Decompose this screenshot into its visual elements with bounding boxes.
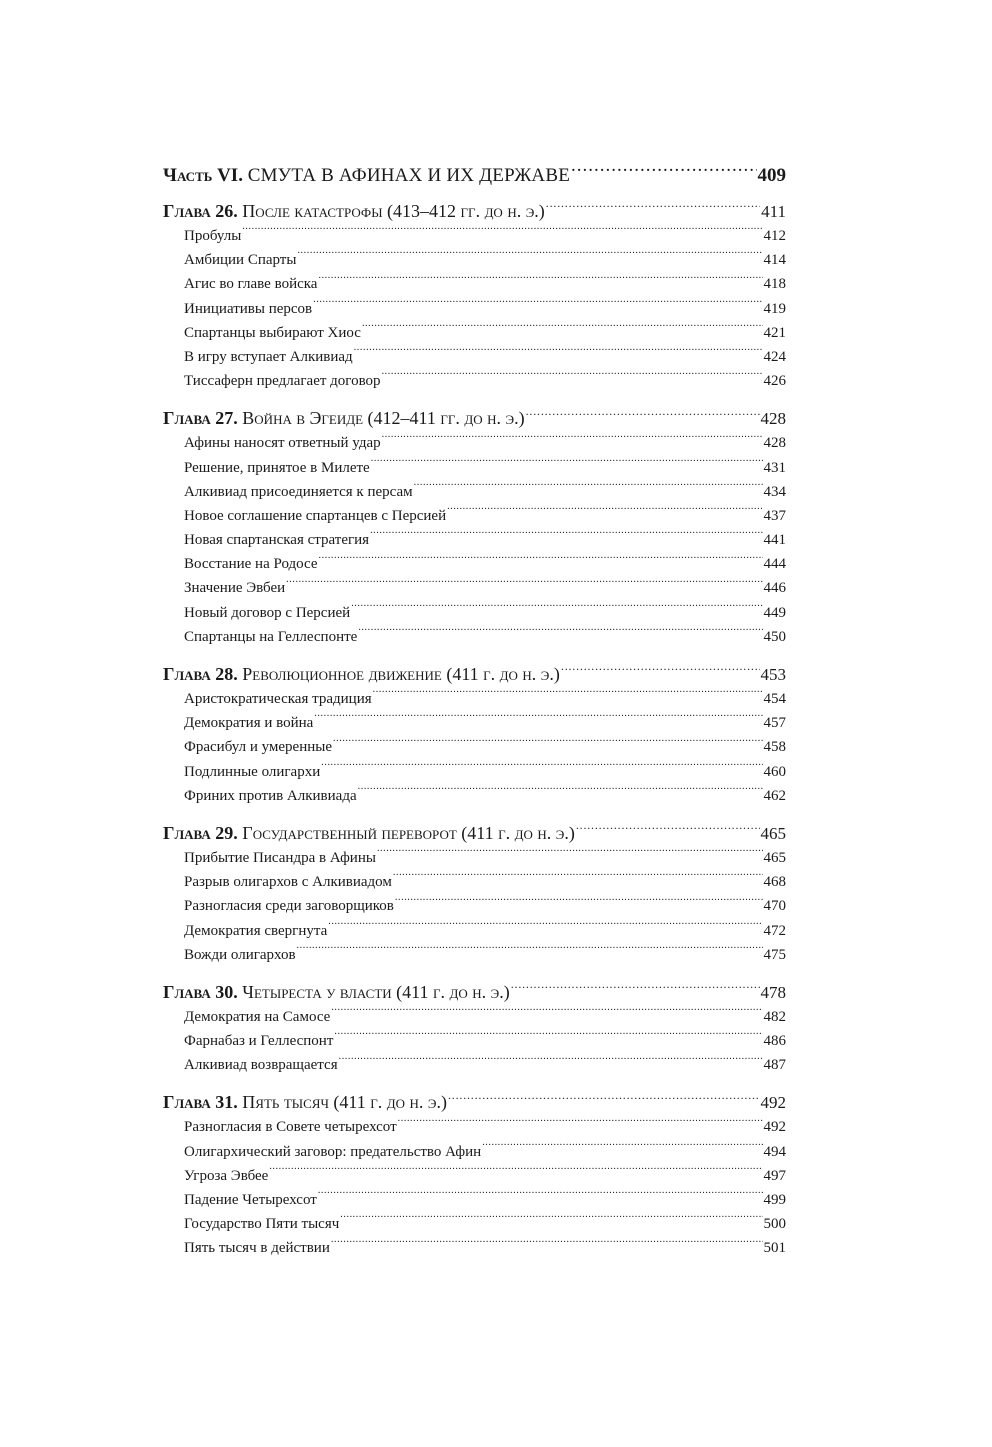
section-title: Демократия и война <box>184 715 314 732</box>
page-number: 441 <box>763 532 786 549</box>
page-number: 462 <box>763 787 786 804</box>
page-number: 486 <box>763 1033 786 1050</box>
part-name: СМУТА В АФИНАХ И ИХ ДЕРЖАВЕ <box>247 165 571 186</box>
dot-leader <box>447 505 762 520</box>
page-number: 412 <box>763 228 786 244</box>
dot-leader <box>314 712 762 727</box>
chapter-title <box>163 661 560 687</box>
dot-leader <box>382 432 763 447</box>
page-number: 497 <box>763 1167 786 1184</box>
part-title <box>163 162 570 190</box>
section-title: Пробулы <box>184 228 242 244</box>
dot-leader <box>334 1030 762 1045</box>
section-title: Новое соглашение спартанцев с Персией <box>184 507 447 524</box>
dot-leader <box>448 1090 760 1108</box>
dot-leader <box>321 761 762 776</box>
chapter-label: Глава 29. <box>163 822 238 843</box>
page-number: 437 <box>763 507 786 524</box>
page-number: 465 <box>763 849 786 866</box>
dot-leader <box>297 249 762 264</box>
chapter-heading[interactable] <box>163 1089 786 1115</box>
dot-leader <box>482 1141 762 1156</box>
chapter-name: После катастрофы (413–412 гг. до н. э.) <box>242 201 545 221</box>
section-entry[interactable] <box>163 601 786 625</box>
section-entry[interactable] <box>163 943 786 967</box>
section-title: Алкивиад присоединяется к персам <box>184 483 413 500</box>
dot-leader <box>318 273 762 288</box>
page-number: 500 <box>763 1216 786 1233</box>
section-entry[interactable] <box>163 711 786 735</box>
section-entry[interactable] <box>163 1212 786 1236</box>
chapter-title <box>163 1089 447 1115</box>
section-entry[interactable] <box>163 248 786 272</box>
section-entry[interactable] <box>163 1115 786 1139</box>
dot-leader <box>242 225 762 240</box>
page-number: 475 <box>763 946 786 963</box>
chapter-block <box>163 198 786 393</box>
section-entry[interactable] <box>163 870 786 894</box>
section-title: Решение, принятое в Милете <box>184 459 370 476</box>
section-title: Спартанцы на Геллеспонте <box>184 628 358 645</box>
dot-leader <box>286 577 762 592</box>
dot-leader <box>340 1213 762 1228</box>
section-title: Разрыв олигархов с Алкивиадом <box>184 874 392 891</box>
page-number: 487 <box>763 1057 786 1074</box>
page-number: 421 <box>763 324 786 341</box>
section-title: Разногласия среди заговорщиков <box>184 898 394 915</box>
dot-leader <box>331 1237 763 1252</box>
page-number: 449 <box>763 604 786 621</box>
section-entry[interactable] <box>163 528 786 552</box>
dot-leader <box>297 944 763 959</box>
section-entry[interactable] <box>163 1236 786 1260</box>
section-entry[interactable] <box>163 1188 786 1212</box>
page-number: 499 <box>763 1192 786 1208</box>
section-entry[interactable] <box>163 456 786 480</box>
page-number: 419 <box>763 300 786 317</box>
section-entry[interactable] <box>163 735 786 759</box>
section-entry[interactable] <box>163 625 786 649</box>
dot-leader <box>395 895 763 910</box>
section-title: Государство Пяти тысяч <box>184 1216 340 1233</box>
section-title: Значение Эвбеи <box>184 580 286 597</box>
section-title: Падение Четырехсот <box>184 1192 317 1208</box>
dot-leader <box>546 199 760 217</box>
chapter-heading[interactable] <box>163 820 786 846</box>
section-entry[interactable] <box>163 846 786 870</box>
section-entry[interactable] <box>163 480 786 504</box>
table-of-contents <box>163 162 786 1273</box>
dot-leader <box>398 1116 763 1131</box>
page-number: 494 <box>763 1143 786 1160</box>
chapter-heading[interactable] <box>163 661 786 687</box>
dot-leader <box>373 688 763 703</box>
chapter-block <box>163 979 786 1078</box>
dot-leader <box>561 662 760 680</box>
page-number: 468 <box>763 874 786 891</box>
section-entry[interactable] <box>163 1005 786 1029</box>
page-number: 428 <box>760 409 786 429</box>
section-entry[interactable] <box>163 504 786 528</box>
page-number: 458 <box>763 739 786 756</box>
dot-leader <box>313 298 762 313</box>
section-entry[interactable] <box>163 1029 786 1053</box>
dot-leader <box>393 871 763 886</box>
section-title: Олигархический заговор: предательство Афин <box>184 1143 482 1160</box>
chapter-heading[interactable] <box>163 198 786 224</box>
section-title: Амбиции Спарты <box>184 252 297 269</box>
section-title: Демократия свергнута <box>184 922 328 939</box>
page-number: 472 <box>763 922 786 939</box>
section-title: Афины наносят ответный удар <box>184 435 381 452</box>
dot-leader <box>576 821 760 839</box>
dot-leader <box>339 1054 763 1069</box>
page-number: 453 <box>760 665 786 684</box>
dot-leader <box>318 1189 763 1204</box>
chapter-name: Государственный переворот (411 г. до н. э.) <box>242 822 575 843</box>
chapter-title <box>163 979 510 1005</box>
section-entry[interactable] <box>163 1164 786 1188</box>
section-entry[interactable] <box>163 687 786 711</box>
dot-leader <box>351 602 762 617</box>
page-number: 492 <box>760 1093 786 1113</box>
section-entry[interactable] <box>163 369 786 393</box>
dot-leader <box>382 370 763 385</box>
section-entry[interactable] <box>163 576 786 600</box>
section-title: Аристократическая традиция <box>184 691 372 707</box>
chapter-title <box>163 198 545 224</box>
dot-leader <box>358 785 763 800</box>
section-title: Прибытие Писандра в Афины <box>184 849 376 866</box>
chapter-block <box>163 820 786 967</box>
chapter-title <box>163 405 525 431</box>
section-title: Демократия на Самосе <box>184 1008 331 1025</box>
section-entry[interactable] <box>163 1053 786 1077</box>
section-entry[interactable] <box>163 919 786 943</box>
chapter-block <box>163 661 786 808</box>
section-entry[interactable] <box>163 784 786 808</box>
section-entry[interactable] <box>163 272 786 296</box>
chapter-heading[interactable] <box>163 405 786 431</box>
page-number: 470 <box>763 898 786 915</box>
page-number: 454 <box>763 691 786 707</box>
page-number: 444 <box>763 556 786 573</box>
chapter-label: Глава 27. <box>163 408 238 429</box>
page-number: 446 <box>763 580 786 597</box>
dot-leader <box>414 481 763 496</box>
section-title: Спартанцы выбирают Хиос <box>184 324 361 341</box>
page-number: 431 <box>763 459 786 476</box>
page-number: 460 <box>763 763 786 780</box>
section-entry[interactable] <box>163 224 786 248</box>
dot-leader <box>328 920 762 935</box>
section-entry[interactable] <box>163 321 786 345</box>
chapter-label: Глава 30. <box>163 981 238 1002</box>
chapter-name: Революционное движение (411 г. до н. э.) <box>242 664 560 684</box>
section-title: Фарнабаз и Геллеспонт <box>184 1033 334 1050</box>
chapter-label: Глава 31. <box>163 1092 238 1113</box>
dot-leader <box>362 322 763 337</box>
page-number: 478 <box>760 982 786 1002</box>
section-entry[interactable] <box>163 345 786 369</box>
section-entry[interactable] <box>163 431 786 455</box>
chapter-label: Глава 26. <box>163 201 238 221</box>
section-title: Восстание на Родосе <box>184 556 318 573</box>
section-title: Тиссаферн предлагает договор <box>184 373 381 390</box>
page-number: 457 <box>763 715 786 732</box>
page-number: 411 <box>761 202 786 221</box>
page-number: 482 <box>763 1008 786 1025</box>
section-entry[interactable] <box>163 1140 786 1164</box>
page-number: 428 <box>763 435 786 452</box>
chapter-name: Четыреста у власти (411 г. до н. э.) <box>242 981 510 1002</box>
section-title: Фриних против Алкивиада <box>184 787 357 804</box>
page-number: 426 <box>763 373 786 390</box>
section-title: Агис во главе войска <box>184 276 318 293</box>
chapter-heading[interactable] <box>163 979 786 1005</box>
dot-leader <box>331 1006 762 1021</box>
chapter-name: Война в Эгеиде (412–411 гг. до н. э.) <box>242 408 525 429</box>
section-entry[interactable] <box>163 297 786 321</box>
page-number: 434 <box>763 483 786 500</box>
dot-leader <box>370 529 762 544</box>
section-entry[interactable] <box>163 552 786 576</box>
section-entry[interactable] <box>163 760 786 784</box>
section-entry[interactable] <box>163 894 786 918</box>
page-number: 492 <box>763 1119 786 1136</box>
section-title: Алкивиад возвращается <box>184 1057 338 1074</box>
section-title: Подлинные олигархи <box>184 763 321 780</box>
page-number: 414 <box>763 252 786 269</box>
page-number: 450 <box>763 628 786 645</box>
section-title: Инициативы персов <box>184 300 313 317</box>
dot-leader <box>377 847 763 862</box>
dot-leader <box>511 980 760 998</box>
dot-leader <box>269 1165 762 1180</box>
page-number: 424 <box>763 348 786 365</box>
section-title: Новый договор с Персией <box>184 604 351 621</box>
section-title: Угроза Эвбее <box>184 1167 269 1184</box>
section-title: Вожди олигархов <box>184 946 296 963</box>
section-title: В игру вступает Алкивиад <box>184 348 353 365</box>
section-title: Фрасибул и умеренные <box>184 739 333 756</box>
chapter-name: Пять тысяч (411 г. до н. э.) <box>242 1092 447 1113</box>
dot-leader <box>333 736 762 751</box>
page-number: 501 <box>763 1240 786 1257</box>
section-title: Новая спартанская стратегия <box>184 532 370 549</box>
dot-leader <box>354 346 763 361</box>
chapter-block <box>163 405 786 649</box>
chapter-title <box>163 820 575 846</box>
page-number: 465 <box>760 823 786 843</box>
section-title: Разногласия в Совете четырехсот <box>184 1119 397 1136</box>
dot-leader <box>526 406 760 424</box>
page-number: 409 <box>757 165 786 186</box>
part-heading[interactable] <box>163 162 786 190</box>
part-label: Часть VI. <box>163 165 243 186</box>
dot-leader <box>371 457 763 472</box>
dot-leader <box>358 626 762 641</box>
chapter-block <box>163 1089 786 1260</box>
dot-leader <box>571 162 756 181</box>
dot-leader <box>319 553 763 568</box>
section-title: Пять тысяч в действии <box>184 1240 330 1257</box>
page-number: 418 <box>763 276 786 293</box>
chapter-label: Глава 28. <box>163 664 238 684</box>
